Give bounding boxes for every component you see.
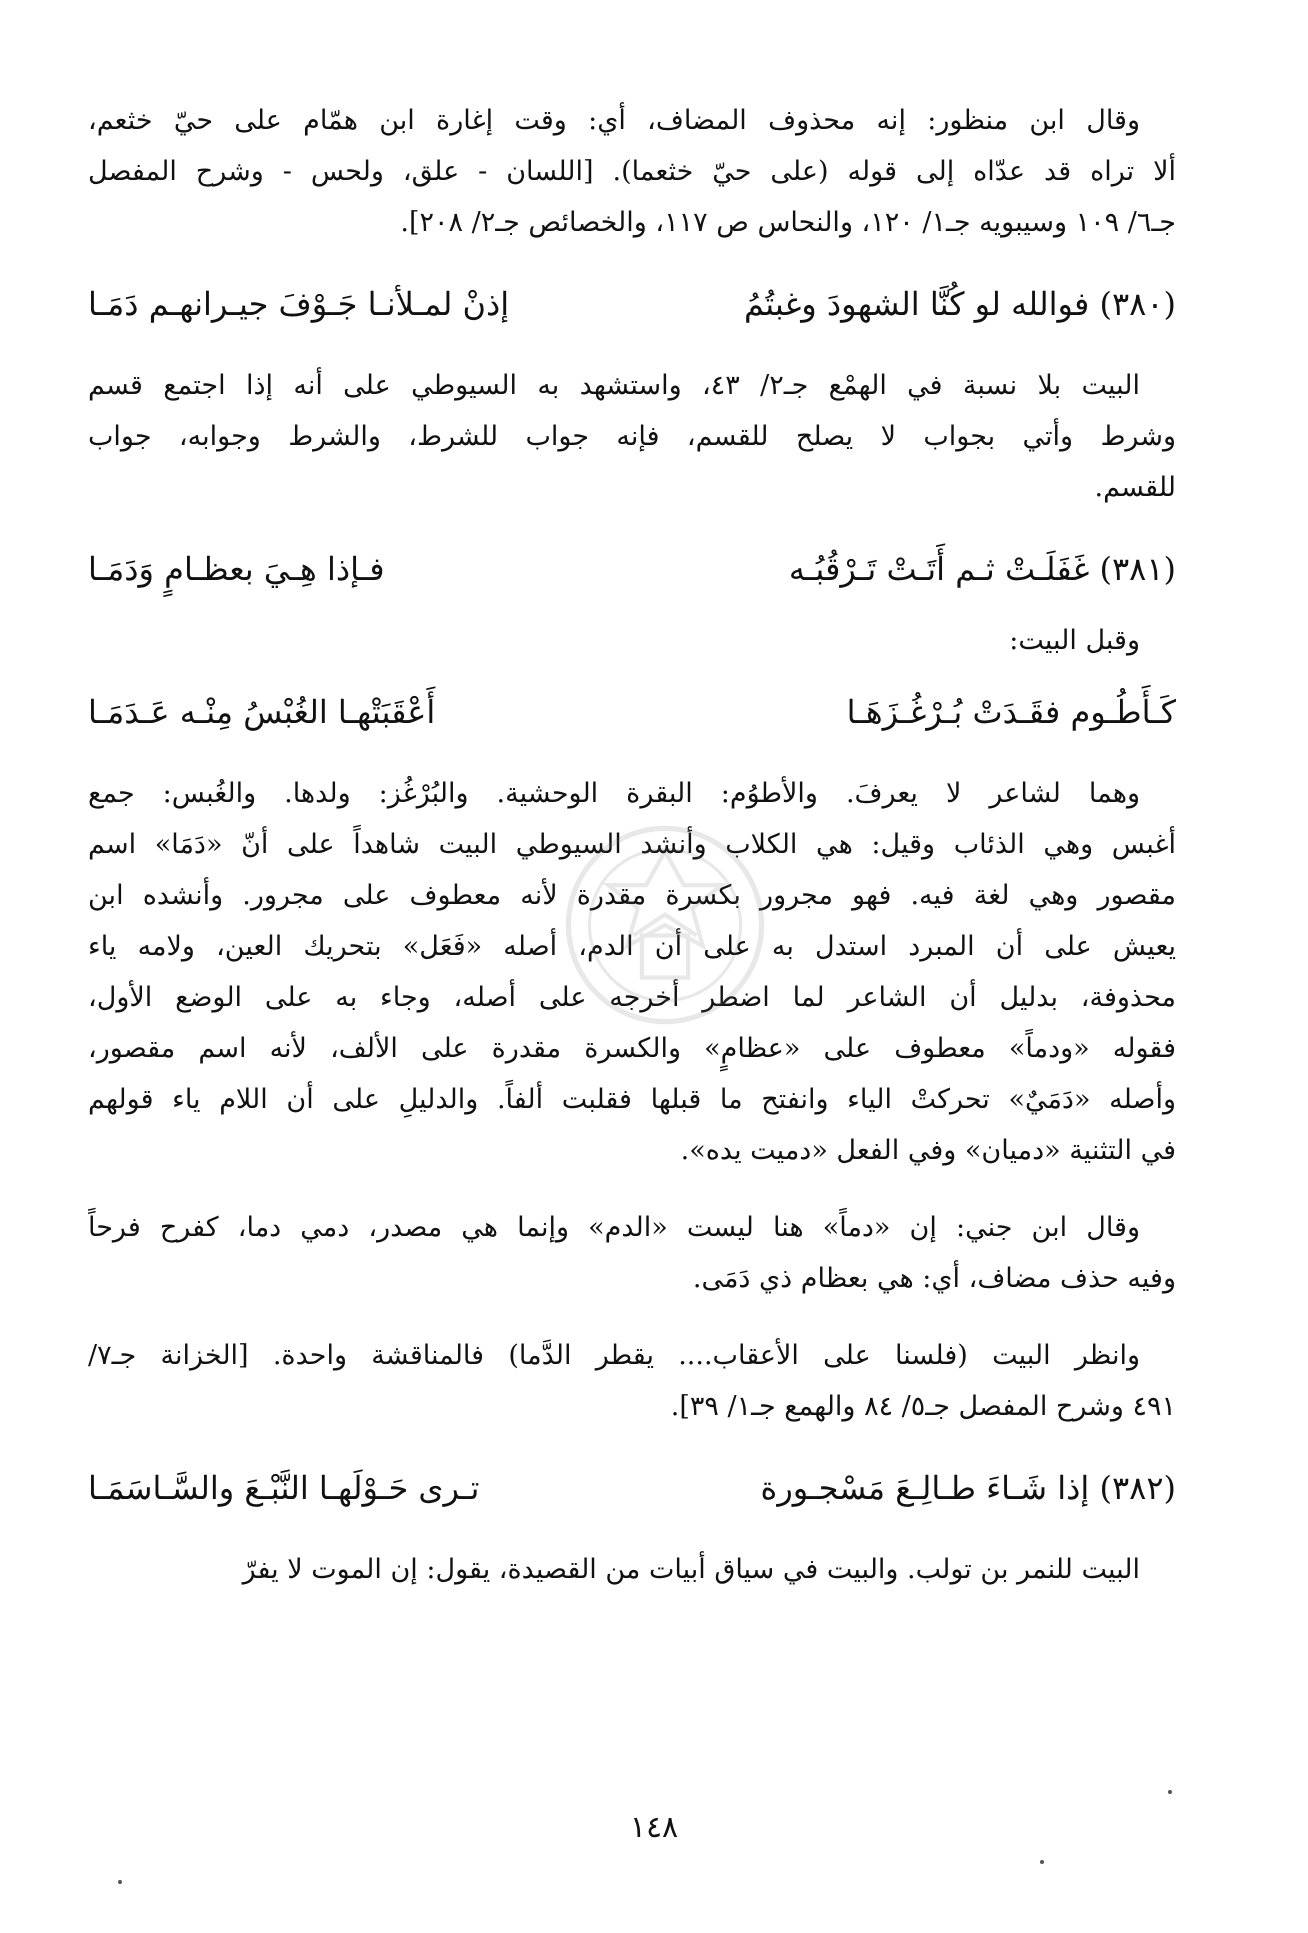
verse-first-hemistich: (٣٨٢) إذا شَـاءَ طـالِـعَ مَسْجـورة <box>760 1469 1176 1507</box>
text-line: محذوفة، بدليل أن الشاعر لما اضطر أخرجه على أصله، وجاء به على الوضع الأول، <box>88 982 1176 1013</box>
verse-second-hemistich: أَعْقَبَتْهـا الغُبْسُ مِنْـه عَـدَمَـا <box>88 693 436 731</box>
verse-first-hemistich: (٣٨١) غَفَلَـتْ ثـم أَتَـتْ تَـرْقُبُـه <box>788 550 1176 588</box>
text-line: البيت بلا نسبة في الهمْع جـ٢/ ٤٣، واستشهد به السيوطي على أنه إذا اجتمع قسم <box>88 370 1140 401</box>
text-line: وهما لشاعر لا يعرفَ. والأطوُم: البقرة الوحشية. والبُرْغُز: ولدها. والغُبس: جمع <box>88 778 1140 809</box>
paragraph-ibn-manzur <box>88 95 1176 248</box>
text-line: مقصور وهي لغة فيه. فهو مجرور بكسرة مقدرة لأنه معطوف على مجرور. وأنشده ابن <box>88 880 1176 911</box>
paragraph-references-381 <box>88 1330 1176 1432</box>
text-line: وأصله «دَمَيٌ» تحركتْ الياء وانفتح ما قبلها فقلبت ألفاً. والدليلِ على أن اللام ياء قولهم <box>88 1084 1176 1115</box>
page-number: ١٤٨ <box>629 1810 679 1845</box>
verse-first-hemistich: كَـأَطُـوم فقَـدَتْ بُـرْغُـزَهَـا <box>846 693 1176 731</box>
text-line: البيت للنمر بن تولب. والبيت في سياق أبيات من القصيدة، يقول: إن الموت لا يفرّ <box>242 1554 1140 1585</box>
text-line: ٤٩١ وشرح المفصل جـ٥/ ٨٤ والهمع جـ١/ ٣٩]. <box>670 1391 1176 1422</box>
verse-preceding-381 <box>88 682 1176 742</box>
verse-second-hemistich: فـإذا هِـيَ بعظـامٍ وَدَمَـا <box>88 550 385 588</box>
text-line: في التثنية «دميان» وفي الفعل «دميت يده». <box>680 1135 1176 1166</box>
verse-second-hemistich: إذنْ لمـلأنـا جَـوْفَ جيـرانهـم دَمَـا <box>88 285 510 323</box>
text-line: جـ٦/ ١٠٩ وسيبويه جـ١/ ١٢٠، والنحاس ص ١١٧، والخصائص جـ٢/ ٢٠٨]. <box>400 207 1176 238</box>
text-line: وقال ابن جني: إن «دماً» هنا ليست «الدم» وإنما هي مصدر، دمي دما، كفرح فرحاً <box>88 1212 1140 1243</box>
text-line: يعيش على أن المبرد استدل به على أن الدم، أصله «فَعَل» بتحريك العين، ولامه ياء <box>88 931 1176 962</box>
text-line: وانظر البيت (فلسنا على الأعقاب.... يقطر الدَّما) فالمناقشة واحدة. [الخزانة جـ٧/ <box>88 1340 1140 1371</box>
verse-first-hemistich: (٣٨٠) فوالله لو كُنَّا الشهودَ وغبتُمُ <box>743 285 1176 323</box>
verse-380 <box>88 274 1176 334</box>
verse-intro-label: وقبل البيت: <box>1009 625 1140 656</box>
paragraph-commentary-380 <box>88 360 1176 513</box>
paragraph-commentary-382 <box>88 1544 1176 1595</box>
text-line: وشرط وأتي بجواب لا يصلح للقسم، فإنه جواب للشرط، والشرط وجوابه، جواب <box>88 421 1176 452</box>
text-line: أغبس وهي الذئاب وقيل: هي الكلاب وأنشد السيوطي البيت شاهداً على أنّ «دَمَا» اسم <box>88 829 1176 860</box>
scan-speck <box>118 1880 122 1884</box>
text-line: للقسم. <box>1094 472 1176 503</box>
verse-382 <box>88 1458 1176 1518</box>
verse-second-hemistich: تـرى حَـوْلَهـا النَّبْـعَ والسَّـاسَمَـا <box>88 1469 480 1507</box>
text-line: وفيه حذف مضاف، أي: هي بعظام ذي دَمَى. <box>692 1263 1176 1294</box>
library-seal-icon <box>560 820 770 1030</box>
paragraph-ibn-jinni <box>88 1202 1176 1304</box>
verse-381 <box>88 539 1176 599</box>
text-line: ألا تراه قد عدّاه إلى قوله (على حيّ خثعما). [اللسان - علق، ولحس - وشرح المفصل <box>88 156 1176 187</box>
scan-speck <box>1168 1790 1172 1794</box>
scan-speck <box>1040 1860 1044 1864</box>
text-line: فقوله «ودماً» معطوف على «عظامٍ» والكسرة مقدرة على الألف، لأنه اسم مقصور، <box>88 1033 1176 1064</box>
text-line: وقال ابن منظور: إنه محذوف المضاف، أي: وقت إغارة ابن همّام على حيّ خثعم، <box>88 105 1140 136</box>
